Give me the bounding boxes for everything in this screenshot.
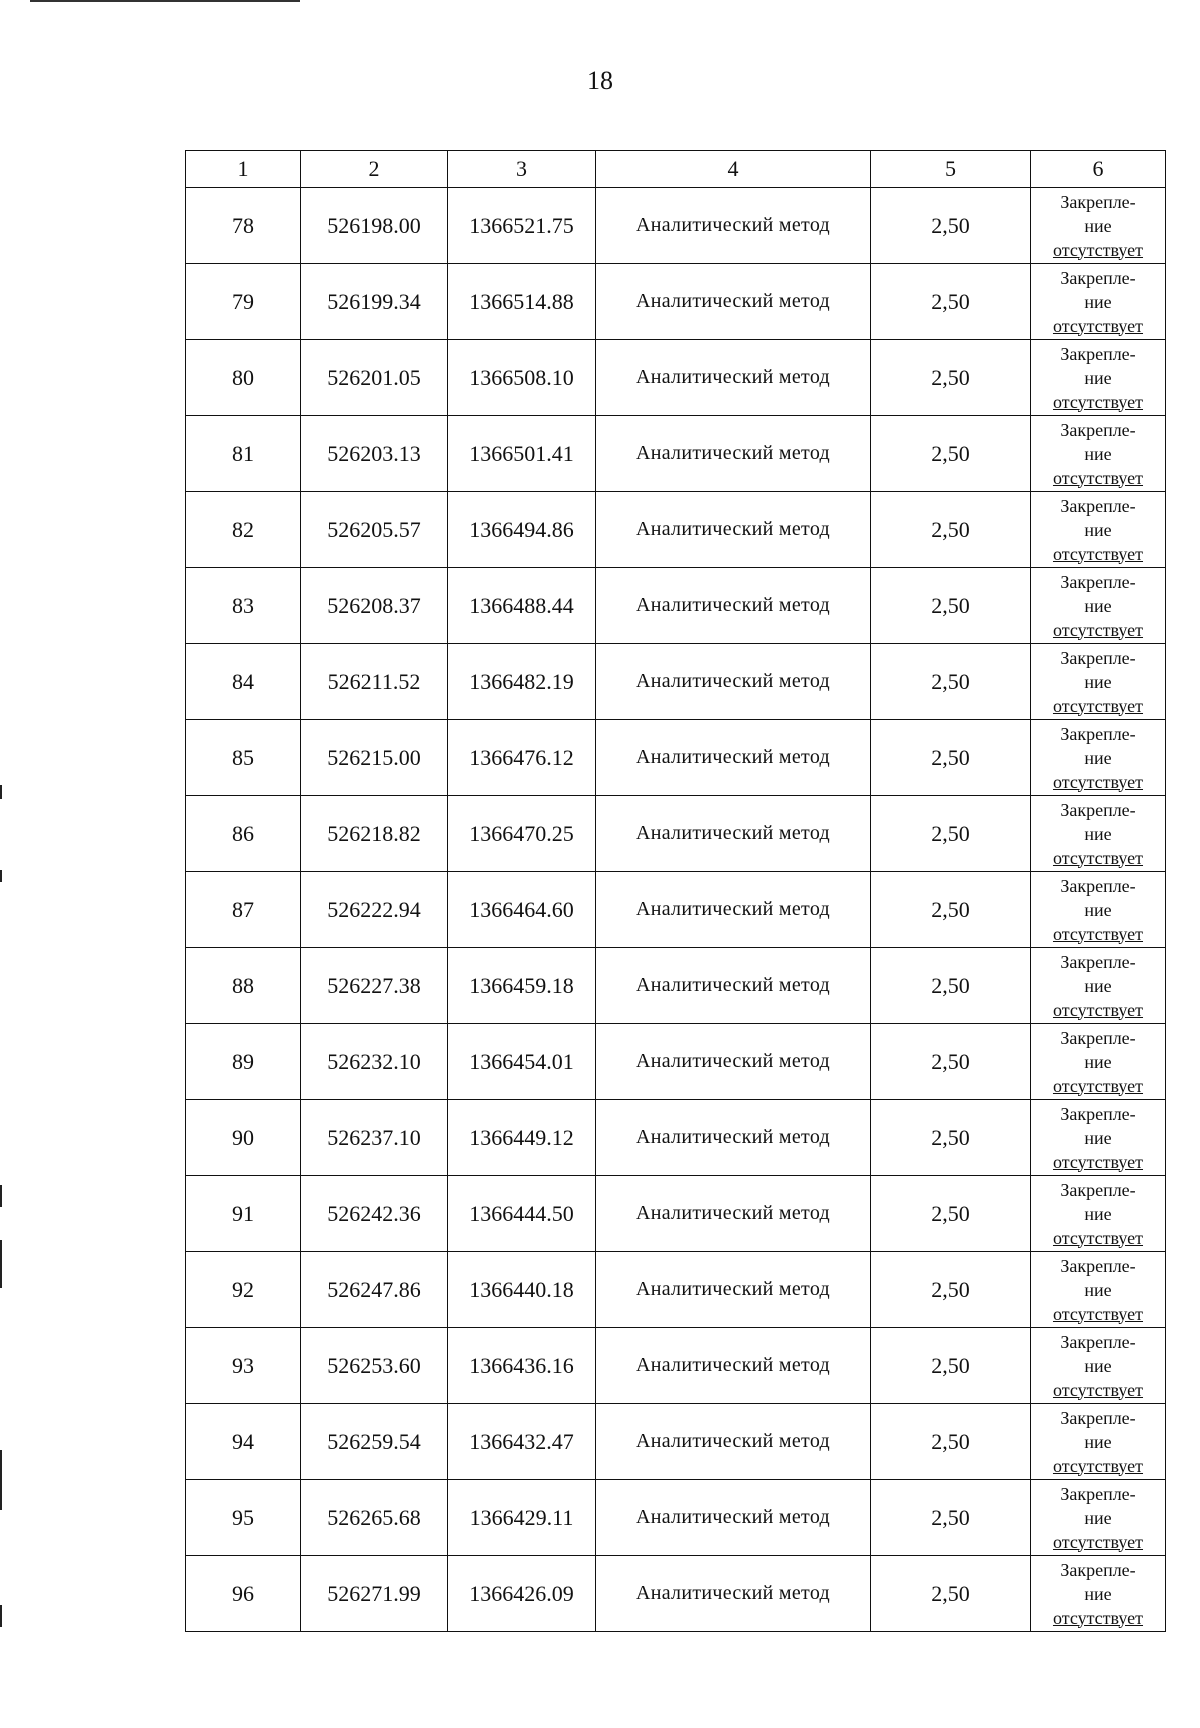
fixation-text: отсутствует	[1052, 695, 1144, 716]
accuracy-cell: 2,50	[871, 948, 1031, 1024]
accuracy-cell: 2,50	[871, 1252, 1031, 1328]
fixation-text: отсутствует	[1052, 1379, 1144, 1400]
y-coordinate-cell: 1366444.50	[448, 1176, 596, 1252]
fixation-text: Закрепле-	[1060, 495, 1136, 516]
point-number-cell: 78	[186, 188, 301, 264]
fixation-cell	[1031, 264, 1166, 340]
table-row	[186, 644, 1166, 720]
fixation-text: ние	[1084, 747, 1112, 768]
method-cell: Аналитический метод	[596, 1176, 871, 1252]
y-coordinate-cell: 1366488.44	[448, 568, 596, 644]
fixation-text: ние	[1084, 975, 1112, 996]
table-row	[186, 796, 1166, 872]
accuracy-cell: 2,50	[871, 1100, 1031, 1176]
accuracy-cell: 2,50	[871, 1480, 1031, 1556]
point-number-cell: 86	[186, 796, 301, 872]
x-coordinate-cell: 526237.10	[301, 1100, 448, 1176]
point-number-cell: 89	[186, 1024, 301, 1100]
point-number-cell: 95	[186, 1480, 301, 1556]
fixation-cell	[1031, 568, 1166, 644]
fixation-text: отсутствует	[1052, 467, 1144, 488]
point-number-cell: 80	[186, 340, 301, 416]
fixation-cell	[1031, 188, 1166, 264]
method-cell: Аналитический метод	[596, 1404, 871, 1480]
accuracy-cell: 2,50	[871, 264, 1031, 340]
fixation-text: Закрепле-	[1060, 571, 1136, 592]
y-coordinate-cell: 1366454.01	[448, 1024, 596, 1100]
method-cell: Аналитический метод	[596, 1556, 871, 1632]
table-header-row	[186, 151, 1166, 188]
fixation-text: отсутствует	[1052, 1607, 1144, 1628]
point-number-cell: 85	[186, 720, 301, 796]
fixation-text: ние	[1084, 671, 1112, 692]
method-cell: Аналитический метод	[596, 1024, 871, 1100]
method-cell: Аналитический метод	[596, 188, 871, 264]
fixation-text: ние	[1084, 443, 1112, 464]
table-row	[186, 340, 1166, 416]
table-row	[186, 1556, 1166, 1632]
point-number-cell: 82	[186, 492, 301, 568]
method-cell: Аналитический метод	[596, 1100, 871, 1176]
fixation-text: ние	[1084, 823, 1112, 844]
accuracy-cell: 2,50	[871, 872, 1031, 948]
fixation-cell	[1031, 340, 1166, 416]
fixation-cell	[1031, 1024, 1166, 1100]
method-cell: Аналитический метод	[596, 1252, 871, 1328]
fixation-cell	[1031, 416, 1166, 492]
fixation-cell	[1031, 1176, 1166, 1252]
fixation-text: Закрепле-	[1060, 191, 1136, 212]
y-coordinate-cell: 1366432.47	[448, 1404, 596, 1480]
column-header: 1	[186, 151, 301, 188]
y-coordinate-cell: 1366482.19	[448, 644, 596, 720]
x-coordinate-cell: 526253.60	[301, 1328, 448, 1404]
y-coordinate-cell: 1366440.18	[448, 1252, 596, 1328]
table-row	[186, 264, 1166, 340]
fixation-text: ние	[1084, 1355, 1112, 1376]
fixation-cell	[1031, 1480, 1166, 1556]
fixation-text: отсутствует	[1052, 619, 1144, 640]
table-row	[186, 492, 1166, 568]
accuracy-cell: 2,50	[871, 568, 1031, 644]
x-coordinate-cell: 526242.36	[301, 1176, 448, 1252]
column-header: 3	[448, 151, 596, 188]
y-coordinate-cell: 1366470.25	[448, 796, 596, 872]
coordinates-table	[185, 150, 1166, 1632]
table-row	[186, 872, 1166, 948]
fixation-cell	[1031, 720, 1166, 796]
scan-artifact-edge	[0, 870, 2, 882]
x-coordinate-cell: 526271.99	[301, 1556, 448, 1632]
scan-artifact-edge	[0, 1185, 2, 1207]
x-coordinate-cell: 526232.10	[301, 1024, 448, 1100]
fixation-text: отсутствует	[1052, 847, 1144, 868]
x-coordinate-cell: 526247.86	[301, 1252, 448, 1328]
fixation-text: отсутствует	[1052, 391, 1144, 412]
fixation-cell	[1031, 492, 1166, 568]
y-coordinate-cell: 1366426.09	[448, 1556, 596, 1632]
fixation-text: отсутствует	[1052, 239, 1144, 260]
x-coordinate-cell: 526215.00	[301, 720, 448, 796]
accuracy-cell: 2,50	[871, 1404, 1031, 1480]
accuracy-cell: 2,50	[871, 796, 1031, 872]
fixation-text: Закрепле-	[1060, 1331, 1136, 1352]
fixation-text: отсутствует	[1052, 923, 1144, 944]
y-coordinate-cell: 1366514.88	[448, 264, 596, 340]
accuracy-cell: 2,50	[871, 340, 1031, 416]
scan-artifact-top	[30, 0, 300, 2]
fixation-text: ние	[1084, 1507, 1112, 1528]
method-cell: Аналитический метод	[596, 568, 871, 644]
method-cell: Аналитический метод	[596, 340, 871, 416]
method-cell: Аналитический метод	[596, 720, 871, 796]
fixation-cell	[1031, 644, 1166, 720]
table-row	[186, 1404, 1166, 1480]
fixation-text: Закрепле-	[1060, 1103, 1136, 1124]
fixation-cell	[1031, 948, 1166, 1024]
table-row	[186, 188, 1166, 264]
fixation-text: Закрепле-	[1060, 1027, 1136, 1048]
accuracy-cell: 2,50	[871, 492, 1031, 568]
fixation-text: Закрепле-	[1060, 1179, 1136, 1200]
fixation-text: отсутствует	[1052, 1227, 1144, 1248]
point-number-cell: 92	[186, 1252, 301, 1328]
y-coordinate-cell: 1366459.18	[448, 948, 596, 1024]
fixation-text: Закрепле-	[1060, 1407, 1136, 1428]
fixation-cell	[1031, 796, 1166, 872]
fixation-text: Закрепле-	[1060, 343, 1136, 364]
table-row	[186, 416, 1166, 492]
table-row	[186, 720, 1166, 796]
fixation-text: ние	[1084, 519, 1112, 540]
fixation-text: отсутствует	[1052, 1455, 1144, 1476]
table-row	[186, 1100, 1166, 1176]
point-number-cell: 91	[186, 1176, 301, 1252]
accuracy-cell: 2,50	[871, 720, 1031, 796]
accuracy-cell: 2,50	[871, 188, 1031, 264]
point-number-cell: 93	[186, 1328, 301, 1404]
scan-artifact-edge	[0, 1450, 2, 1510]
fixation-text: ние	[1084, 1051, 1112, 1072]
fixation-cell	[1031, 872, 1166, 948]
fixation-text: отсутствует	[1052, 1531, 1144, 1552]
accuracy-cell: 2,50	[871, 1556, 1031, 1632]
y-coordinate-cell: 1366464.60	[448, 872, 596, 948]
x-coordinate-cell: 526227.38	[301, 948, 448, 1024]
fixation-text: отсутствует	[1052, 771, 1144, 792]
column-header: 2	[301, 151, 448, 188]
page-number: 18	[587, 66, 613, 95]
method-cell: Аналитический метод	[596, 872, 871, 948]
x-coordinate-cell: 526199.34	[301, 264, 448, 340]
fixation-text: Закрепле-	[1060, 1483, 1136, 1504]
fixation-text: Закрепле-	[1060, 951, 1136, 972]
y-coordinate-cell: 1366508.10	[448, 340, 596, 416]
accuracy-cell: 2,50	[871, 1176, 1031, 1252]
fixation-text: ние	[1084, 291, 1112, 312]
method-cell: Аналитический метод	[596, 948, 871, 1024]
fixation-text: Закрепле-	[1060, 1255, 1136, 1276]
fixation-text: ние	[1084, 215, 1112, 236]
x-coordinate-cell: 526259.54	[301, 1404, 448, 1480]
point-number-cell: 79	[186, 264, 301, 340]
point-number-cell: 90	[186, 1100, 301, 1176]
x-coordinate-cell: 526203.13	[301, 416, 448, 492]
fixation-text: ние	[1084, 1279, 1112, 1300]
accuracy-cell: 2,50	[871, 416, 1031, 492]
fixation-text: Закрепле-	[1060, 875, 1136, 896]
column-header: 6	[1031, 151, 1166, 188]
fixation-text: отсутствует	[1052, 999, 1144, 1020]
fixation-text: ние	[1084, 595, 1112, 616]
fixation-text: ние	[1084, 1127, 1112, 1148]
scan-artifact-edge	[0, 1605, 2, 1627]
fixation-text: отсутствует	[1052, 1151, 1144, 1172]
point-number-cell: 87	[186, 872, 301, 948]
y-coordinate-cell: 1366429.11	[448, 1480, 596, 1556]
method-cell: Аналитический метод	[596, 264, 871, 340]
fixation-text: отсутствует	[1052, 1303, 1144, 1324]
table-row	[186, 1480, 1166, 1556]
x-coordinate-cell: 526222.94	[301, 872, 448, 948]
point-number-cell: 83	[186, 568, 301, 644]
x-coordinate-cell: 526265.68	[301, 1480, 448, 1556]
fixation-text: отсутствует	[1052, 1075, 1144, 1096]
point-number-cell: 88	[186, 948, 301, 1024]
method-cell: Аналитический метод	[596, 416, 871, 492]
fixation-text: ние	[1084, 1431, 1112, 1452]
fixation-cell	[1031, 1328, 1166, 1404]
accuracy-cell: 2,50	[871, 644, 1031, 720]
fixation-text: Закрепле-	[1060, 1559, 1136, 1580]
fixation-text: отсутствует	[1052, 543, 1144, 564]
fixation-text: Закрепле-	[1060, 419, 1136, 440]
table-row	[186, 1176, 1166, 1252]
column-header: 5	[871, 151, 1031, 188]
table-row	[186, 568, 1166, 644]
table-row	[186, 948, 1166, 1024]
method-cell: Аналитический метод	[596, 644, 871, 720]
point-number-cell: 84	[186, 644, 301, 720]
table-body	[186, 188, 1166, 1632]
fixation-cell	[1031, 1556, 1166, 1632]
fixation-text: ние	[1084, 1203, 1112, 1224]
table-row	[186, 1024, 1166, 1100]
y-coordinate-cell: 1366476.12	[448, 720, 596, 796]
point-number-cell: 81	[186, 416, 301, 492]
scan-artifact-edge	[0, 785, 2, 799]
accuracy-cell: 2,50	[871, 1328, 1031, 1404]
y-coordinate-cell: 1366494.86	[448, 492, 596, 568]
fixation-text: отсутствует	[1052, 315, 1144, 336]
fixation-text: Закрепле-	[1060, 723, 1136, 744]
method-cell: Аналитический метод	[596, 492, 871, 568]
x-coordinate-cell: 526208.37	[301, 568, 448, 644]
y-coordinate-cell: 1366501.41	[448, 416, 596, 492]
fixation-text: Закрепле-	[1060, 647, 1136, 668]
fixation-text: ние	[1084, 367, 1112, 388]
point-number-cell: 94	[186, 1404, 301, 1480]
point-number-cell: 96	[186, 1556, 301, 1632]
y-coordinate-cell: 1366436.16	[448, 1328, 596, 1404]
accuracy-cell: 2,50	[871, 1024, 1031, 1100]
x-coordinate-cell: 526205.57	[301, 492, 448, 568]
x-coordinate-cell: 526198.00	[301, 188, 448, 264]
column-header: 4	[596, 151, 871, 188]
x-coordinate-cell: 526211.52	[301, 644, 448, 720]
method-cell: Аналитический метод	[596, 796, 871, 872]
method-cell: Аналитический метод	[596, 1328, 871, 1404]
table-row	[186, 1328, 1166, 1404]
y-coordinate-cell: 1366449.12	[448, 1100, 596, 1176]
fixation-text: Закрепле-	[1060, 799, 1136, 820]
fixation-cell	[1031, 1100, 1166, 1176]
x-coordinate-cell: 526218.82	[301, 796, 448, 872]
y-coordinate-cell: 1366521.75	[448, 188, 596, 264]
fixation-cell	[1031, 1404, 1166, 1480]
fixation-text: Закрепле-	[1060, 267, 1136, 288]
x-coordinate-cell: 526201.05	[301, 340, 448, 416]
scan-artifact-edge	[0, 1240, 2, 1288]
method-cell: Аналитический метод	[596, 1480, 871, 1556]
fixation-text: ние	[1084, 899, 1112, 920]
fixation-text: ние	[1084, 1583, 1112, 1604]
table-row	[186, 1252, 1166, 1328]
fixation-cell	[1031, 1252, 1166, 1328]
